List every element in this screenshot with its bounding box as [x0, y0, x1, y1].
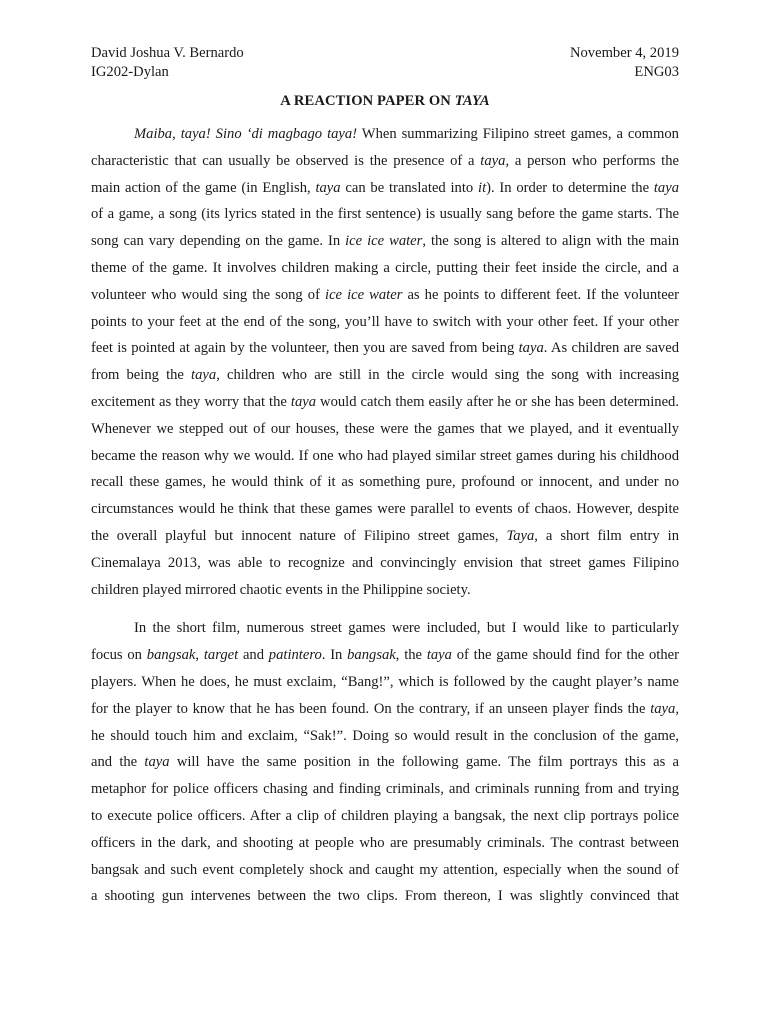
text-run: , children who are still in the circle would sing the song with increasing [216, 367, 679, 384]
text-line [91, 857, 679, 884]
text-run: will have the same position in the following game. The film portrays this as a [169, 754, 679, 771]
text-run: focus on [91, 647, 147, 664]
text-run: metaphor for police officers chasing and finding criminals, and criminals running from and trying [91, 781, 679, 798]
paragraph-2 [91, 615, 679, 910]
document-title [91, 92, 679, 111]
italic-run: patintero [268, 647, 322, 664]
italic-run: taya [144, 754, 170, 771]
italic-run: target [203, 647, 239, 664]
text-run: feet is pointed at again by the volunteer, then you are saved from being [91, 340, 519, 357]
italic-run: bangsak [347, 647, 396, 664]
italic-run: taya [426, 647, 452, 664]
text-line [91, 723, 679, 750]
italic-run: taya [480, 152, 506, 169]
italic-run: taya [650, 700, 676, 717]
text-run: the overall playful but innocent nature of Filipino street games, [91, 527, 507, 544]
text-run: , [195, 647, 204, 664]
class-section: IG202-Dylan [91, 64, 169, 80]
text-run: bangsak and such event completely shock and caught my attention, especially when the sound of [91, 861, 679, 878]
text-run: , [675, 700, 679, 717]
text-line [91, 228, 679, 255]
text-run: characteristic that can usually be observed is the presence of a [91, 152, 481, 169]
text-line [91, 335, 679, 362]
text-run: , the song is altered to align with the main [422, 233, 680, 250]
text-line [91, 148, 679, 175]
text-line [91, 255, 679, 282]
text-line [91, 696, 679, 723]
italic-run: taya [315, 179, 341, 196]
text-run: , the [395, 647, 427, 664]
text-line [91, 830, 679, 857]
italic-run: Maiba, taya! Sino ‘di magbago taya! [134, 126, 358, 142]
italic-run: taya [290, 393, 317, 410]
text-run: of a game, a song (its lyrics stated in the first sentence) is usually sang before the game starts. The [91, 206, 679, 223]
paragraph-1 [91, 121, 679, 603]
text-run: points to your feet at the end of the song, you’ll have to switch with your other feet. If your other [91, 313, 679, 330]
text-line [91, 776, 679, 803]
header-row-1 [91, 44, 679, 63]
title-prefix: A REACTION PAPER ON [280, 93, 455, 109]
italic-run: ice ice water [325, 286, 403, 303]
text-line [91, 121, 679, 148]
text-line [91, 883, 679, 910]
text-run: . In [321, 647, 348, 664]
text-run: he should touch him and exclaim, “Sak!”. Doing so would result in the conclusion of the game, [91, 727, 679, 744]
text-run: theme of the game. It involves children making a circle, putting their feet inside the circle, and a [91, 259, 679, 276]
text-line [91, 615, 679, 642]
text-line [91, 803, 679, 830]
italic-run: ice ice water [345, 233, 423, 250]
text-run: for the player to know that he has been found. On the contrary, if an unseen player finds the [91, 700, 651, 717]
text-run: of the game should find for the other [451, 647, 679, 664]
text-run: and [238, 647, 269, 664]
text-run: to execute police officers. After a clip of children playing a bangsak, the next clip portrays police [91, 807, 679, 824]
text-run: and the [91, 754, 145, 771]
text-run: . As children are saved [543, 340, 679, 357]
text-line [91, 523, 679, 550]
text-line [91, 416, 679, 443]
text-run: became the reason why we would. If one who had played similar street games during his childhood [91, 447, 679, 464]
text-line [91, 496, 679, 523]
text-run: main action of the game (in English, [91, 179, 316, 196]
text-line [91, 175, 679, 202]
document-page [91, 44, 679, 910]
text-run: as he points to different feet. If the volunteer [402, 286, 680, 303]
text-run: Whenever we stepped out of our houses, these were the games that we played, and it eventually [91, 420, 679, 437]
italic-run: bangsak [146, 647, 196, 664]
italic-run: taya [191, 367, 217, 384]
italic-run: Taya [506, 527, 535, 544]
text-line [91, 550, 679, 577]
text-line [91, 201, 679, 228]
text-run: a shooting gun intervenes between the two clips. From thereon, I was slightly convinced that [91, 888, 679, 905]
text-line [91, 389, 679, 416]
text-run: volunteer who would sing the song of [91, 286, 326, 303]
text-run: , a short film entry in [534, 527, 679, 544]
text-run: When summarizing Filipino street games, a common [357, 126, 679, 142]
text-run: would catch them easily after he or she has been determined. [316, 393, 679, 410]
text-run: , a person who performs the [505, 152, 679, 169]
text-run: children played mirrored chaotic events in the Philippine society. [91, 581, 471, 598]
text-run: can be translated into [340, 179, 479, 196]
text-run: players. When he does, he must exclaim, “Bang!”, which is followed by the caught player’s name [91, 673, 679, 690]
text-line [91, 577, 679, 604]
text-line [91, 642, 679, 669]
text-line [91, 362, 679, 389]
text-run: song can vary depending on the game. In [91, 233, 346, 250]
text-run: Cinemalaya 2013, was able to recognize and convincingly envision that street games Filipino [91, 554, 679, 571]
text-line [91, 443, 679, 470]
title-italic: TAYA [454, 93, 490, 109]
text-line [91, 669, 679, 696]
text-line [91, 749, 679, 776]
document-date: November 4, 2019 [569, 45, 679, 61]
header-row-2 [91, 63, 679, 82]
text-line [91, 282, 679, 309]
text-line [91, 309, 679, 336]
text-line [91, 469, 679, 496]
italic-run: it [478, 179, 487, 196]
text-run: excitement as they worry that the [91, 393, 291, 410]
text-run: In the short film, numerous street games were included, but I would like to particularly [134, 620, 679, 637]
text-run: ). In order to determine the [486, 179, 654, 196]
italic-run: taya [518, 340, 544, 357]
italic-run: taya [653, 179, 680, 196]
text-run: officers in the dark, and shooting at people who are presumably criminals. The contrast between [91, 834, 679, 851]
text-run: circumstances would he think that these games were parallel to events of chaos. However, despite [91, 501, 679, 518]
text-run: recall these games, he would think of it as something pure, profound or innocent, and under no [91, 474, 679, 491]
course-code: ENG03 [634, 64, 679, 80]
author-name: David Joshua V. Bernardo [91, 45, 244, 61]
text-run: from being the [91, 367, 192, 384]
